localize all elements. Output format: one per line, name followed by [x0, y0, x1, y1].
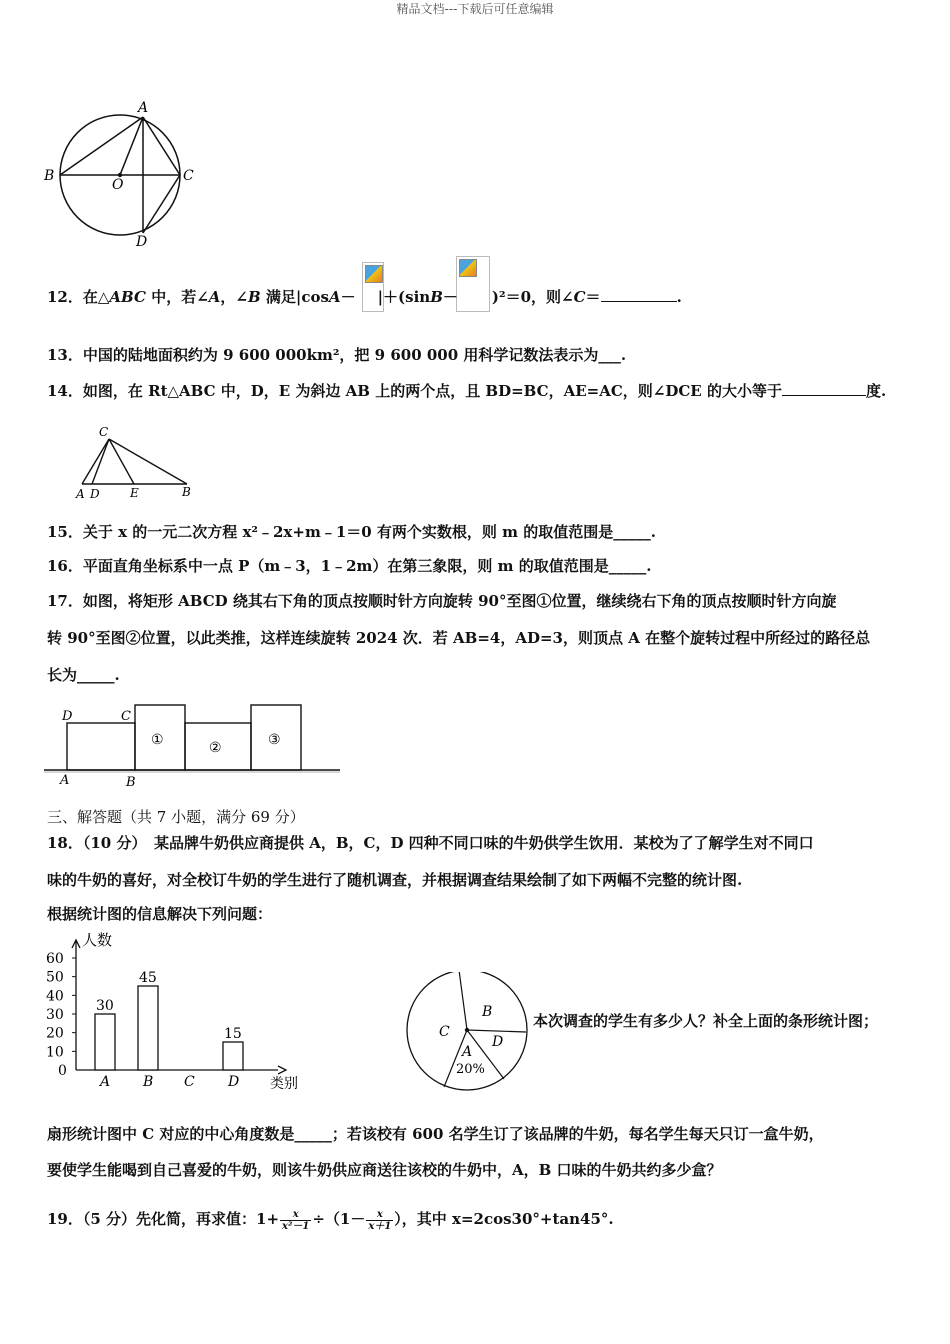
y-tick-label: 20	[46, 1025, 64, 1042]
label-a: A	[138, 100, 149, 116]
label-a: A	[60, 773, 70, 788]
question-13: 13．中国的陆地面积约为 9 600 000km²，把 9 600 000 用科学记数法表示为___.	[47, 346, 627, 364]
slice-label-C: C	[439, 1024, 450, 1040]
label-c: C	[99, 425, 109, 439]
triangle-figure	[72, 422, 202, 502]
question-18-line-5: 要使学生能喝到自己喜爱的牛奶，则该牛奶供应商送往该校的牛奶中，A，B 口味的牛奶共约多少盒？	[47, 1161, 722, 1179]
question-18-line-1: 18．（10 分） 某品牌牛奶供应商提供 A，B，C，D 四种不同口味的牛奶供学生饮用．某校为了了解学生对不同口	[47, 834, 814, 852]
bar-A	[95, 1014, 115, 1070]
label-c: C	[121, 709, 131, 724]
answer-blank-12	[601, 286, 677, 302]
y-tick-label: 0	[58, 1063, 67, 1079]
question-19: 19．（5 分）先化简，再求值：1+ $\frac{x}{\text{x²－1}}$ ÷（1－ $\frac{x}{x+1}$ ），其中 x=2cos30°+tan45°.	[47, 1208, 614, 1232]
label-d: D	[62, 709, 73, 724]
slice-label-B: B	[482, 1004, 493, 1020]
fraction-1: $\frac{x}{\text{x²－1}}$	[282, 1208, 310, 1232]
bar-D	[223, 1042, 243, 1070]
slice-a-percent: 20%	[456, 1062, 485, 1077]
slice-label-D: D	[492, 1034, 504, 1050]
label-1: ①	[151, 732, 164, 748]
question-14: 14．如图，在 Rt△ABC 中，D，E 为斜边 AB 上的两个点，且 BD=BC，AE=AC，则∠DCE 的大小等于 度.	[47, 382, 887, 400]
question-17-line-1: 17．如图，将矩形 ABCD 绕其右下角的顶点按顺时针方向旋转 90°至图①位置，继续绕右下角的顶点按顺时针方向旋	[47, 592, 837, 610]
rotation-figure	[42, 700, 342, 794]
category-label-B: B	[143, 1074, 154, 1090]
x-axis-label: 类别	[270, 1076, 298, 1092]
label-b: B	[44, 168, 55, 184]
x-axis-arrow	[278, 1066, 286, 1074]
y-tick-label: 10	[46, 1044, 64, 1061]
y-tick-label: 50	[46, 969, 64, 986]
category-label-D: D	[228, 1074, 240, 1090]
label-d: D	[90, 487, 100, 501]
bar-B	[138, 986, 158, 1070]
question-18-side: 本次调查的学生有多少人？补全上面的条形统计图；	[533, 1012, 879, 1030]
label-o: O	[112, 177, 124, 193]
question-16: 16．平面直角坐标系中一点 P（m﹣3，1﹣2m）在第三象限，则 m 的取值范围是_____.	[47, 557, 652, 575]
question-17-line-3: 长为_____.	[47, 666, 120, 684]
question-18-line-4: 扇形统计图中 C 对应的中心角度数是_____；若该校有 600 名学生订了该品牌的牛奶，每名学生每天只订一盒牛奶，	[47, 1125, 824, 1143]
pie-center	[465, 1028, 469, 1032]
label-e: E	[130, 486, 139, 500]
question-17-line-2: 转 90°至图②位置，以此类推，这样连续旋转 2024 次．若 AB=4，AD=3，则顶点 A 在整个旋转过程中所经过的路径总	[47, 629, 871, 647]
question-18-line-3: 根据统计图的信息解决下列问题：	[47, 905, 273, 923]
y-tick-label: 60	[46, 951, 64, 967]
label-2: ②	[209, 740, 222, 756]
label-a: A	[76, 487, 85, 501]
label-b: B	[182, 485, 191, 499]
circle-figure	[40, 100, 210, 250]
data-label-A: 30	[96, 998, 114, 1014]
label-d: D	[136, 234, 148, 250]
slice-label-A: A	[462, 1044, 473, 1060]
question-12: 12．在△ABC 中，若∠A，∠B 满足|cosA－ |＋(sinB－ )²＝0，则∠C＝ .	[47, 288, 682, 306]
y-tick-label: 30	[46, 1007, 64, 1023]
bar-chart	[40, 928, 330, 1098]
section-3-heading: 三、解答题（共 7 小题，满分 69 分）	[47, 808, 305, 826]
label-c: C	[183, 168, 194, 184]
y-axis-label: 人数	[82, 931, 113, 949]
category-label-A: A	[100, 1074, 111, 1090]
label-b: B	[126, 775, 136, 790]
fraction-2: $\frac{x}{x+1}$	[368, 1208, 392, 1232]
answer-blank-14	[782, 380, 866, 396]
pie-chart	[404, 972, 534, 1094]
category-label-C: C	[184, 1074, 195, 1090]
data-label-D: 15	[224, 1026, 242, 1042]
question-15: 15．关于 x 的一元二次方程 x²﹣2x+m﹣1＝0 有两个实数根，则 m 的取值范围是_____.	[47, 523, 656, 541]
question-18-line-2: 味的牛奶的喜好，对全校订牛奶的学生进行了随机调查，并根据调查结果绘制了如下两幅不完整的统计图.	[47, 871, 743, 889]
data-label-B: 45	[139, 970, 157, 986]
page-header: 精品文档---下载后可任意编辑	[396, 2, 554, 16]
label-3: ③	[268, 732, 281, 748]
y-tick-label: 40	[46, 988, 64, 1005]
